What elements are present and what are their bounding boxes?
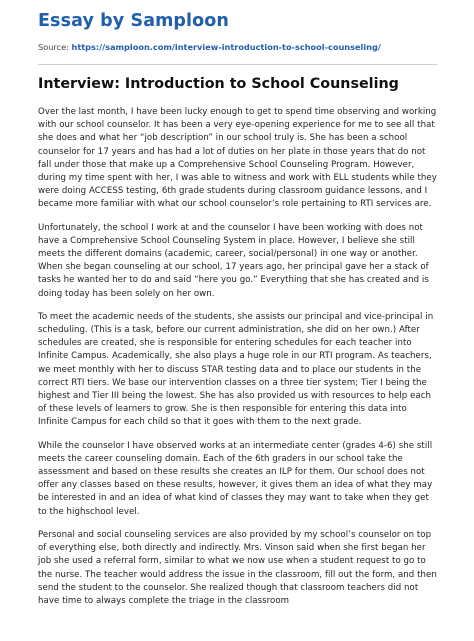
essay-title: Interview: Introduction to School Counseling [38,76,399,92]
header-divider [38,64,437,65]
paragraph: Unfortunately, the school I work at and the counselor I have been working with does not have a Comprehensive School Counseling System in place. However, I believe she still meets the different domains (academic, career, social/personal) in one way or another. When she began counseling at our school, 17 years ago, her principal gave her a stack of tasks he wanted her to do and said “here you go.” Everything that she has created and is doing today has been solely on her own. [38,222,429,299]
source-line [38,41,437,53]
essay-body [38,106,437,608]
source-link[interactable]: https://samploon.com/interview-introduction-to-school-counseling/ [71,42,381,52]
site-brand: Essay by Samploon [38,11,229,31]
paragraph: Personal and social counseling services are also provided by my school’s counselor on top of everything else, both directly and indirectly. Mrs. Vinson said when she first began her job she used a referral form, similar to what we now use when a student request to go to the nurse. The teacher would address the issue in the classroom, fill out the form, and then send the student to the counselor. She realized though that classroom teachers did not have time to always complete the triage in the classroom [38,529,437,606]
source-label: Source: [38,42,72,52]
paragraph: While the counselor I have observed works at an intermediate center (grades 4-6) she still meets the career counseling domain. Each of the 6th graders in our school take the assessment and based on these results she creates an ILP for them. Our school does not offer any classes based on these results, however, it gives them an idea of what they may be interested in and an idea of what kind of classes they may want to take when they get to the highschool level. [38,440,433,517]
paragraph: Over the last month, I have been lucky enough to get to spend time observing and working with our school counselor. It has been a very eye-opening experience for me to see all that she does and what her “job description” in our school truly is. She has been a school counselor for 17 years and has had a lot of duties on her plate in those years that do not fall under those that make up a Comprehensive School Counseling Program. However, during my time spent with her, I was able to witness and work with ELL students while they were doing ACCESS testing, 6th grade students during classroom guidance lessons, and I became more familiar with what our school counselor’s role pertaining to RTI services are. [38,107,437,210]
paragraph: To meet the academic needs of the students, she assists our principal and vice-principal in scheduling. (This is a task, before our current administration, she did on her own.) After schedules are created, she is responsible for entering schedules for each teacher into Infinite Campus. Academically, she also plays a huge role in our RTI program. As teachers, we meet monthly with her to discuss STAR testing data and to place our students in the correct RTI tiers. We base our intervention classes on a three tier system; Tier I being the highest and Tier III being the lowest. She has also provided us with resources to help each of these levels of learners to grow. She is then responsible for entering this data into Infinite Campus for each child so that it goes with them to the next grade. [38,311,434,428]
